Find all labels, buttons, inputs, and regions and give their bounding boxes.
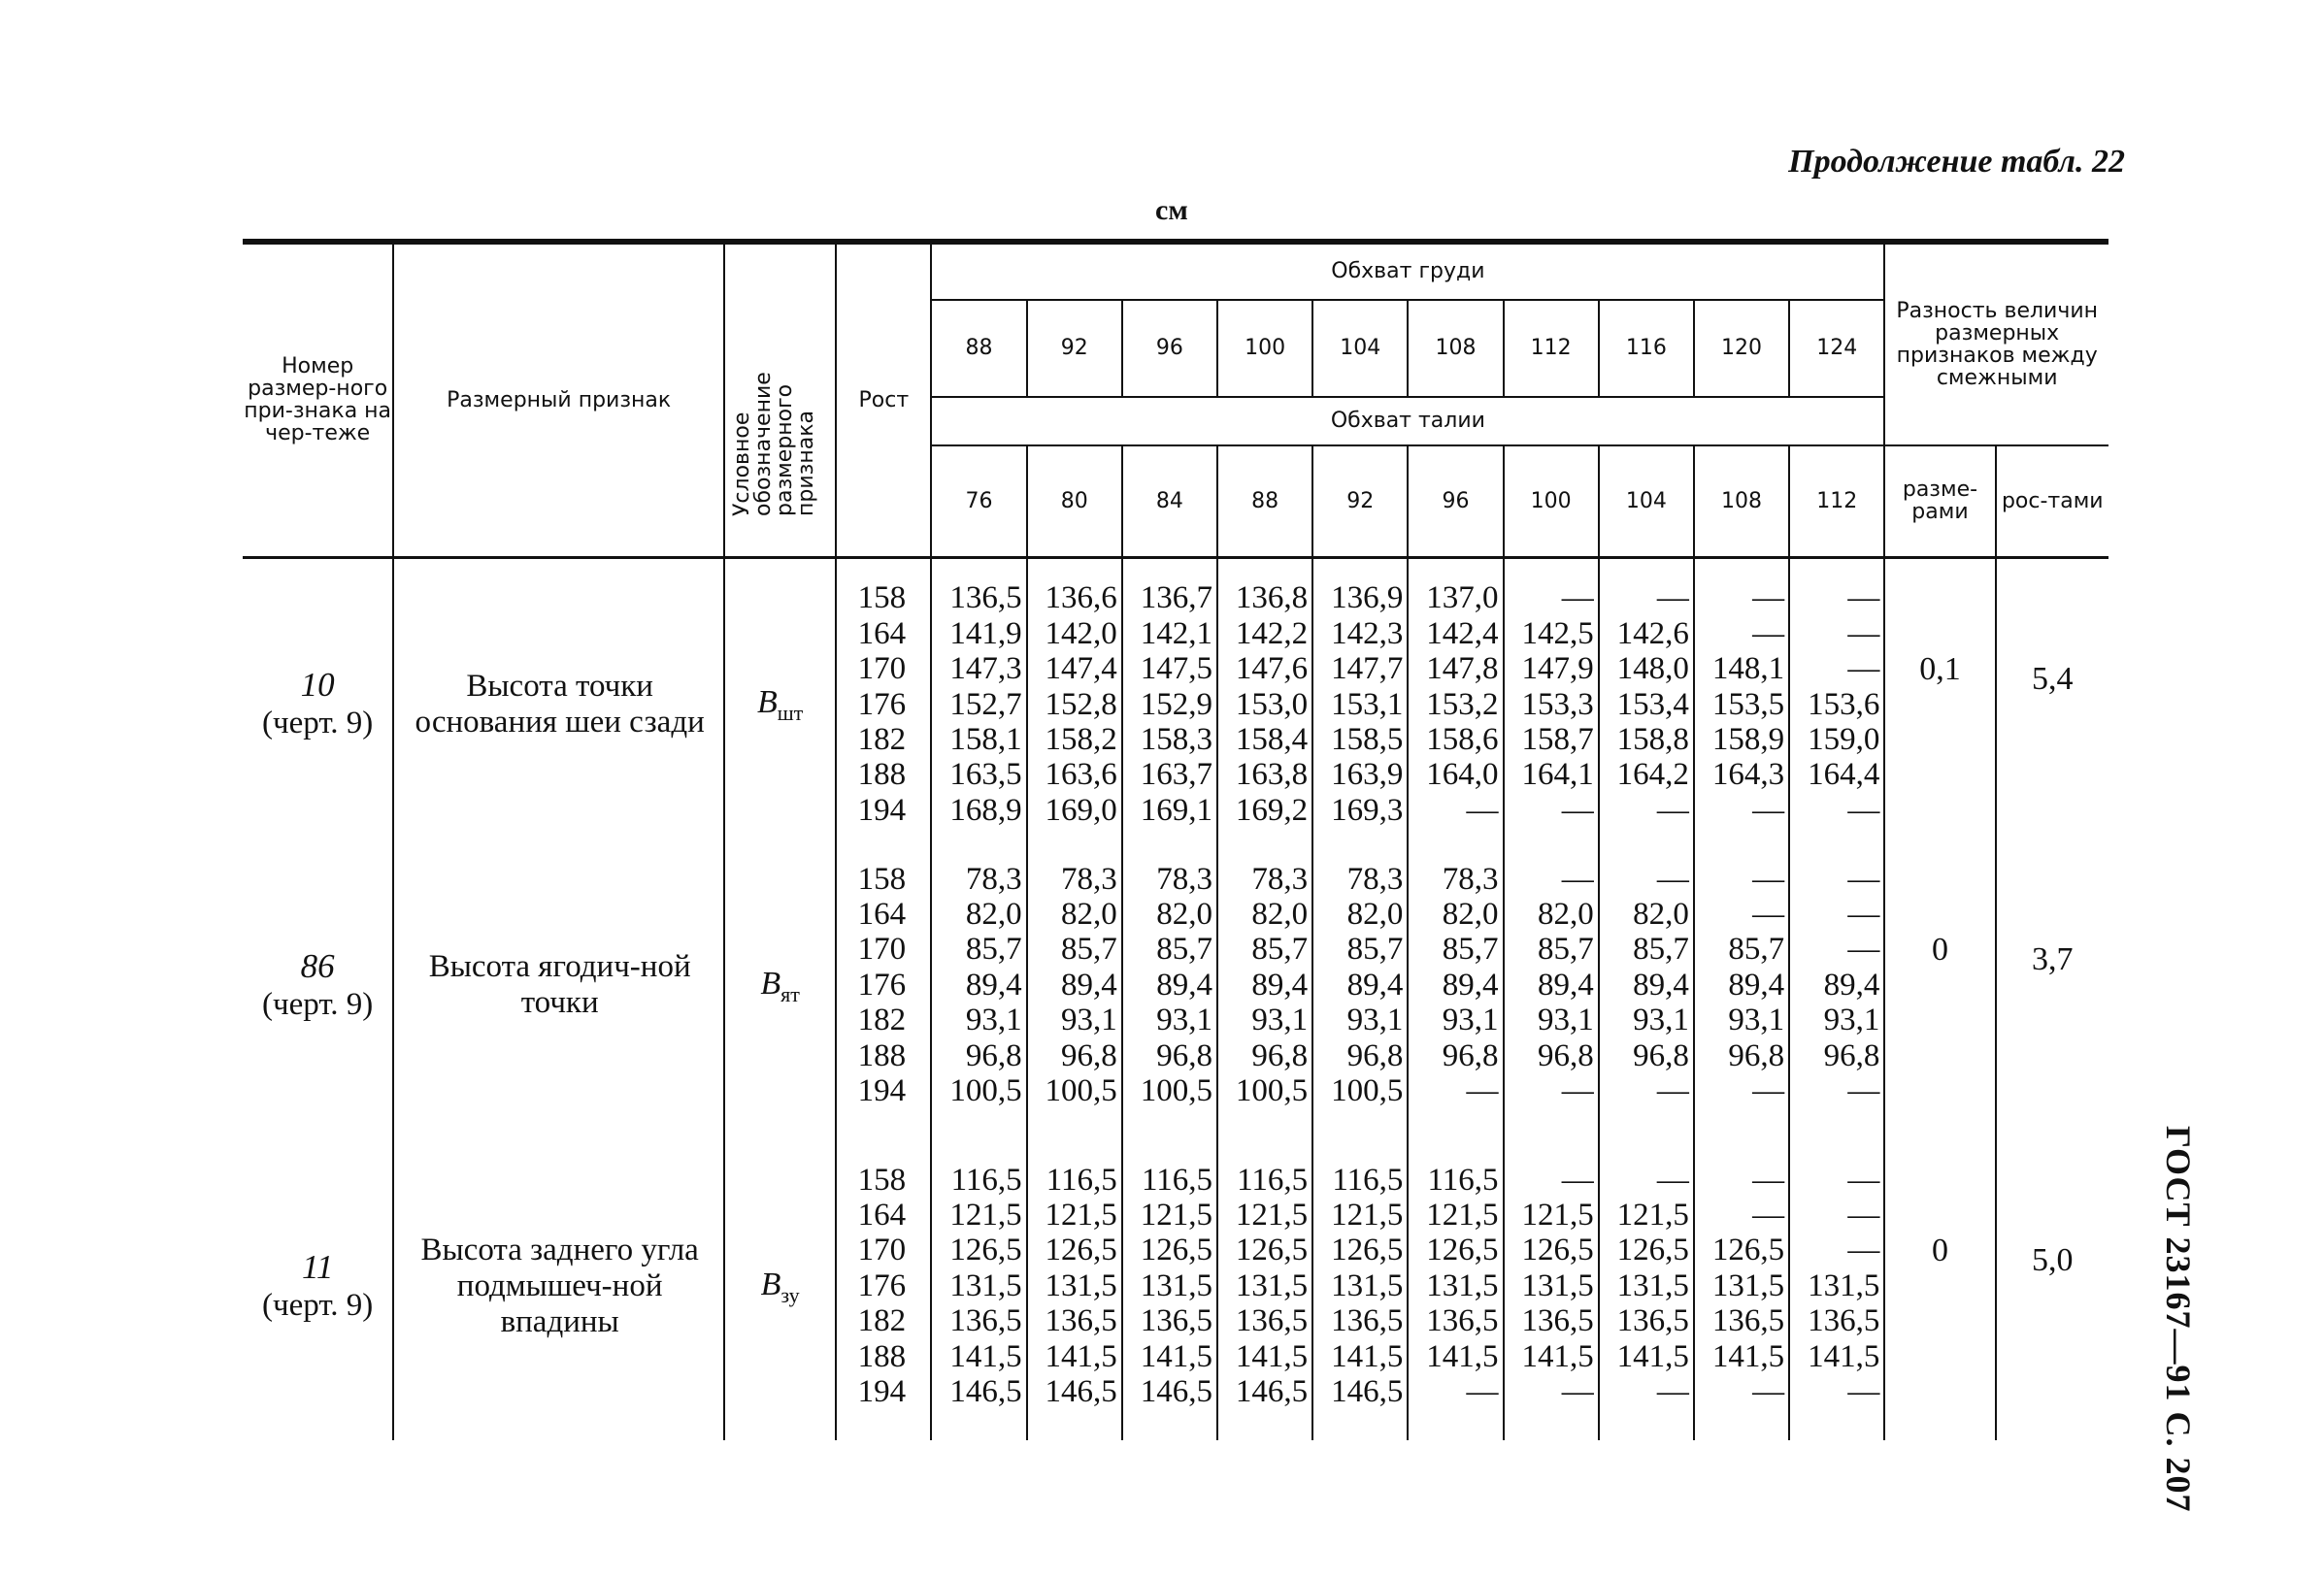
chest-value-112: 112: [1504, 300, 1599, 397]
value-column-88: 116,5 121,5 126,5 131,5 136,5 141,5 146,5: [931, 1120, 1026, 1440]
row-number: [243, 839, 393, 1120]
difference-by-sizes: 0,1: [1884, 557, 1995, 839]
waist-value-112: 112: [1789, 445, 1884, 557]
waist-value-84: 84: [1122, 445, 1217, 557]
feature-symbol: [724, 557, 836, 839]
symbol-sub: зу: [780, 1282, 800, 1307]
side-stamp: ГОСТ 23167—91 С. 207: [2159, 1126, 2198, 1513]
symbol-base: В: [760, 965, 781, 1002]
table-row: [243, 839, 2108, 1120]
chest-value-104: 104: [1312, 300, 1408, 397]
value-column-108: 78,3 82,0 85,7 89,4 93,1 96,8 —: [1408, 839, 1503, 1120]
value-column-120: — — 85,7 89,4 93,1 96,8 —: [1694, 839, 1789, 1120]
value-column-96: 136,7 142,1 147,5 152,9 158,3 163,7 169,1: [1122, 557, 1217, 839]
chest-value-92: 92: [1027, 300, 1122, 397]
waist-value-108: 108: [1694, 445, 1789, 557]
symbol-sub: ят: [780, 981, 800, 1006]
symbol-base: В: [760, 1266, 781, 1302]
value-column-88: 136,5 141,9 147,3 152,7 158,1 163,5 168,9: [931, 557, 1026, 839]
row-number-value: 11: [301, 1247, 334, 1286]
row-number-value: 10: [300, 666, 335, 705]
value-column-108: 137,0 142,4 147,8 153,2 158,6 164,0 —: [1408, 557, 1503, 839]
value-column-104: 116,5 121,5 126,5 131,5 136,5 141,5 146,5: [1312, 1120, 1408, 1440]
difference-by-heights: 5,0: [1996, 1120, 2108, 1440]
value-column-88: 78,3 82,0 85,7 89,4 93,1 96,8 100,5: [931, 839, 1026, 1120]
value-column-120: — — 126,5 131,5 136,5 141,5 —: [1694, 1120, 1789, 1440]
chest-value-108: 108: [1408, 300, 1503, 397]
value-column-112: — 82,0 85,7 89,4 93,1 96,8 —: [1504, 839, 1599, 1120]
by-sizes-header: разме-рами: [1884, 445, 1995, 557]
unit-label: см: [1155, 194, 1188, 226]
difference-by-sizes: 0: [1884, 1120, 1995, 1440]
value-column-92: 136,6 142,0 147,4 152,8 158,2 163,6 169,0: [1027, 557, 1122, 839]
value-column-116: — 142,6 148,0 153,4 158,8 164,2 —: [1599, 557, 1694, 839]
table-caption: Продолжение табл. 22: [1788, 144, 2125, 180]
symbol-base: В: [756, 684, 778, 721]
value-column-116: — 82,0 85,7 89,4 93,1 96,8 —: [1599, 839, 1694, 1120]
waist-value-80: 80: [1027, 445, 1122, 557]
header-waist: Обхват талии: [931, 397, 1884, 445]
chest-value-116: 116: [1599, 300, 1694, 397]
row-number-value: 86: [300, 946, 335, 985]
row-number: [243, 557, 393, 839]
chest-value-124: 124: [1789, 300, 1884, 397]
symbol-sub: шт: [777, 701, 804, 726]
waist-value-88: 88: [1217, 445, 1312, 557]
header-chest: Обхват груди: [931, 242, 1884, 300]
value-column-124: — — — 131,5 136,5 141,5 —: [1789, 1120, 1884, 1440]
feature-name: Высота заднего угла подмышеч-ной впадины: [393, 1120, 724, 1440]
value-column-120: — — 148,1 153,5 158,9 164,3 —: [1694, 557, 1789, 839]
row-number: [243, 1120, 393, 1440]
row-ref: (черт. 9): [262, 706, 374, 741]
feature-symbol: [724, 1120, 836, 1440]
measurement-table: [243, 239, 2108, 1440]
value-column-112: — 142,5 147,9 153,3 158,7 164,1 —: [1504, 557, 1599, 839]
value-column-100: 78,3 82,0 85,7 89,4 93,1 96,8 100,5: [1217, 839, 1312, 1120]
row-ref: (черт. 9): [262, 1287, 374, 1323]
header-symbol: Условное обозначение размерного признака: [729, 372, 818, 517]
chest-value-96: 96: [1122, 300, 1217, 397]
waist-value-76: 76: [931, 445, 1026, 557]
feature-symbol: [724, 839, 836, 1120]
value-column-112: — 121,5 126,5 131,5 136,5 141,5 —: [1504, 1120, 1599, 1440]
value-column-116: — 121,5 126,5 131,5 136,5 141,5 —: [1599, 1120, 1694, 1440]
feature-name: Высота точки основания шеи сзади: [393, 557, 724, 839]
height-values: 158 164 170 176 182 188 194: [836, 557, 931, 839]
header-number: Номер размер-ного при-знака на чер-теже: [243, 242, 393, 557]
header-difference: Разность величин размерных признаков между смежными: [1884, 242, 2108, 445]
value-column-124: — — — 89,4 93,1 96,8 —: [1789, 839, 1884, 1120]
chest-value-100: 100: [1217, 300, 1312, 397]
value-column-96: 116,5 121,5 126,5 131,5 136,5 141,5 146,5: [1122, 1120, 1217, 1440]
table-row: [243, 557, 2108, 839]
value-column-96: 78,3 82,0 85,7 89,4 93,1 96,8 100,5: [1122, 839, 1217, 1120]
header-height: Рост: [836, 242, 931, 557]
value-column-92: 78,3 82,0 85,7 89,4 93,1 96,8 100,5: [1027, 839, 1122, 1120]
value-column-124: — — — 153,6 159,0 164,4 —: [1789, 557, 1884, 839]
value-column-92: 116,5 121,5 126,5 131,5 136,5 141,5 146,5: [1027, 1120, 1122, 1440]
difference-by-heights: 5,4: [1996, 557, 2108, 839]
difference-by-sizes: 0: [1884, 839, 1995, 1120]
chest-value-88: 88: [931, 300, 1026, 397]
waist-value-100: 100: [1504, 445, 1599, 557]
waist-value-92: 92: [1312, 445, 1408, 557]
height-values: 158 164 170 176 182 188 194: [836, 839, 931, 1120]
difference-by-heights: 3,7: [1996, 839, 2108, 1120]
header-feature: Размерный признак: [393, 242, 724, 557]
height-values: 158 164 170 176 182 188 194: [836, 1120, 931, 1440]
table-row: [243, 1120, 2108, 1440]
value-column-100: 136,8 142,2 147,6 153,0 158,4 163,8 169,2: [1217, 557, 1312, 839]
value-column-104: 78,3 82,0 85,7 89,4 93,1 96,8 100,5: [1312, 839, 1408, 1120]
value-column-104: 136,9 142,3 147,7 153,1 158,5 163,9 169,3: [1312, 557, 1408, 839]
chest-value-120: 120: [1694, 300, 1789, 397]
value-column-100: 116,5 121,5 126,5 131,5 136,5 141,5 146,5: [1217, 1120, 1312, 1440]
waist-value-96: 96: [1408, 445, 1503, 557]
by-heights-header: рос-тами: [1996, 445, 2108, 557]
row-ref: (черт. 9): [262, 986, 374, 1022]
waist-value-104: 104: [1599, 445, 1694, 557]
feature-name: Высота ягодич-ной точки: [393, 839, 724, 1120]
value-column-108: 116,5 121,5 126,5 131,5 136,5 141,5 —: [1408, 1120, 1503, 1440]
